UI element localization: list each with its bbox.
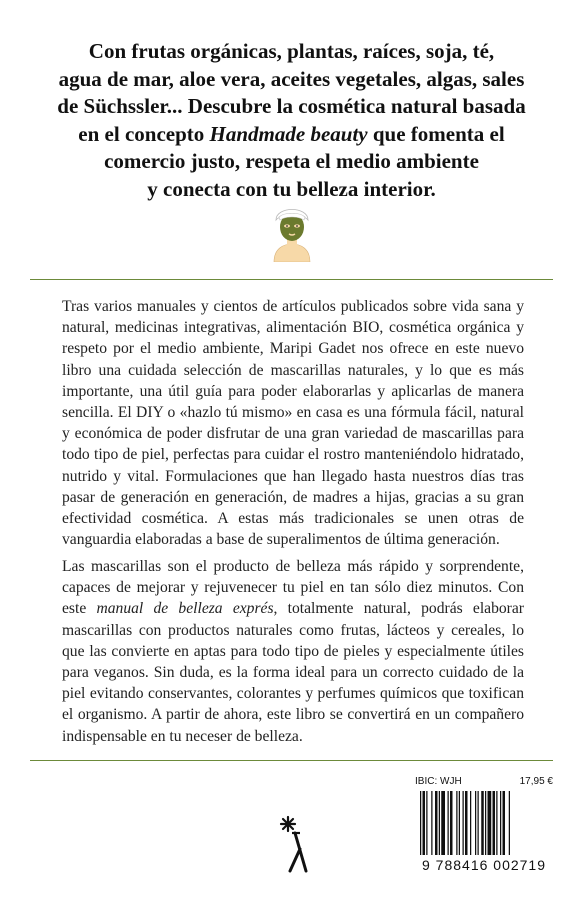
description-paragraph-2: Las mascarillas son el producto de belleza más rápido y sorprendente, capaces de mejorar y rejuvenecer tu piel en tan sólo diez minutos. Con este manual de belleza exprés, totalmente natural, podrás elaborar mascarillas con productos naturales como frutas, lácteos y cereales, lo que las convierte en aptas para todo tipo de pieles y especialmente útiles para veganos. Sin duda, es la forma ideal para un correcto cuidado de la piel evitando conservantes, colorantes y perfumes químicos que toxifican el organismo. A partir de ahora, este libro se convertirá en un compañero indispensable en tu neceser de belleza. (62, 558, 524, 745)
barcode-bar (465, 791, 468, 855)
barcode-bar (488, 791, 492, 855)
barcode-bar (426, 791, 427, 855)
barcode-bar (420, 791, 421, 855)
barcode-bar (423, 791, 426, 855)
headline-line-2: agua de mar, aloe vera, aceites vegetales, algas, sales (58, 66, 525, 91)
top-divider (30, 279, 553, 280)
barcode-bar (509, 791, 510, 855)
barcode-bar (463, 791, 464, 855)
ibic-code: IBIC: WJH (415, 776, 462, 787)
barcode-bar (459, 791, 460, 855)
bottom-divider (30, 760, 553, 761)
isbn-number: 9 788416 002719 (422, 857, 546, 873)
barcode-bar (493, 791, 496, 855)
headline-line-1: Con frutas orgánicas, plantas, raíces, soja, té, (88, 39, 495, 63)
book-title-emphasis: manual de belleza exprés (96, 600, 274, 618)
barcode-bar (431, 791, 432, 855)
back-cover-headline (40, 38, 543, 203)
barcode-bar (500, 791, 501, 855)
publisher-logo-icon (278, 815, 314, 875)
headline-emphasis: Handmade beauty (209, 121, 368, 146)
woman-face-mask-icon (268, 200, 316, 262)
barcode-bar (470, 791, 471, 855)
barcode-bar (441, 791, 445, 855)
barcode-bar (496, 791, 497, 855)
barcode-bar (485, 791, 486, 855)
headline-line-6: y conecta con tu belleza interior. (147, 176, 436, 201)
barcode-bar (456, 791, 457, 855)
description-paragraph-1: Tras varios manuales y cientos de artículos publicados sobre vida sana y natural, medicinas integrativas, alimentación BIO, cosmética orgánica y respeto por el medio ambiente, Maripi Gadet nos ofrece en este nuevo libro una cuidada selección de mascarillas naturales, y lo que es más importante, una útil guía para poder elaborarlas y aplicarlas de manera sencilla. El DIY o «hazlo tú mismo» en casa es una fórmula fácil, natural y económica de poder disfrutar de una gran variedad de mascarillas para todo tipo de piel, perfectas para cuidar el rostro manteniéndolo hidratado, nutrido y vital. Formulaciones que han llegado hasta nuestros días tras pasar de generación en generación, de madres a hijas, gracias a su gran efectividad cosmética. A estas más tradicionales se unen otras de vanguardia elaboradas a base de superalimentos de última generación. (62, 298, 524, 549)
barcode-icon (414, 789, 554, 857)
headline-line-3: de Süchssler... Descubre la cosmética natural basada (57, 94, 526, 118)
barcode-bar (439, 791, 440, 855)
price-label: 17,95 € (519, 776, 553, 787)
barcode-bar (475, 791, 476, 855)
barcode-bar (481, 791, 484, 855)
barcode-bar (435, 791, 438, 855)
barcode-bar (503, 791, 506, 855)
barcode-bar (478, 791, 479, 855)
barcode-bar (450, 791, 453, 855)
barcode-bar (448, 791, 449, 855)
barcode-block (414, 776, 554, 880)
headline-line-5: comercio justo, respeta el medio ambiente (104, 149, 479, 173)
headline-line-4: en el concepto Handmade beauty que fomenta el (78, 121, 505, 146)
